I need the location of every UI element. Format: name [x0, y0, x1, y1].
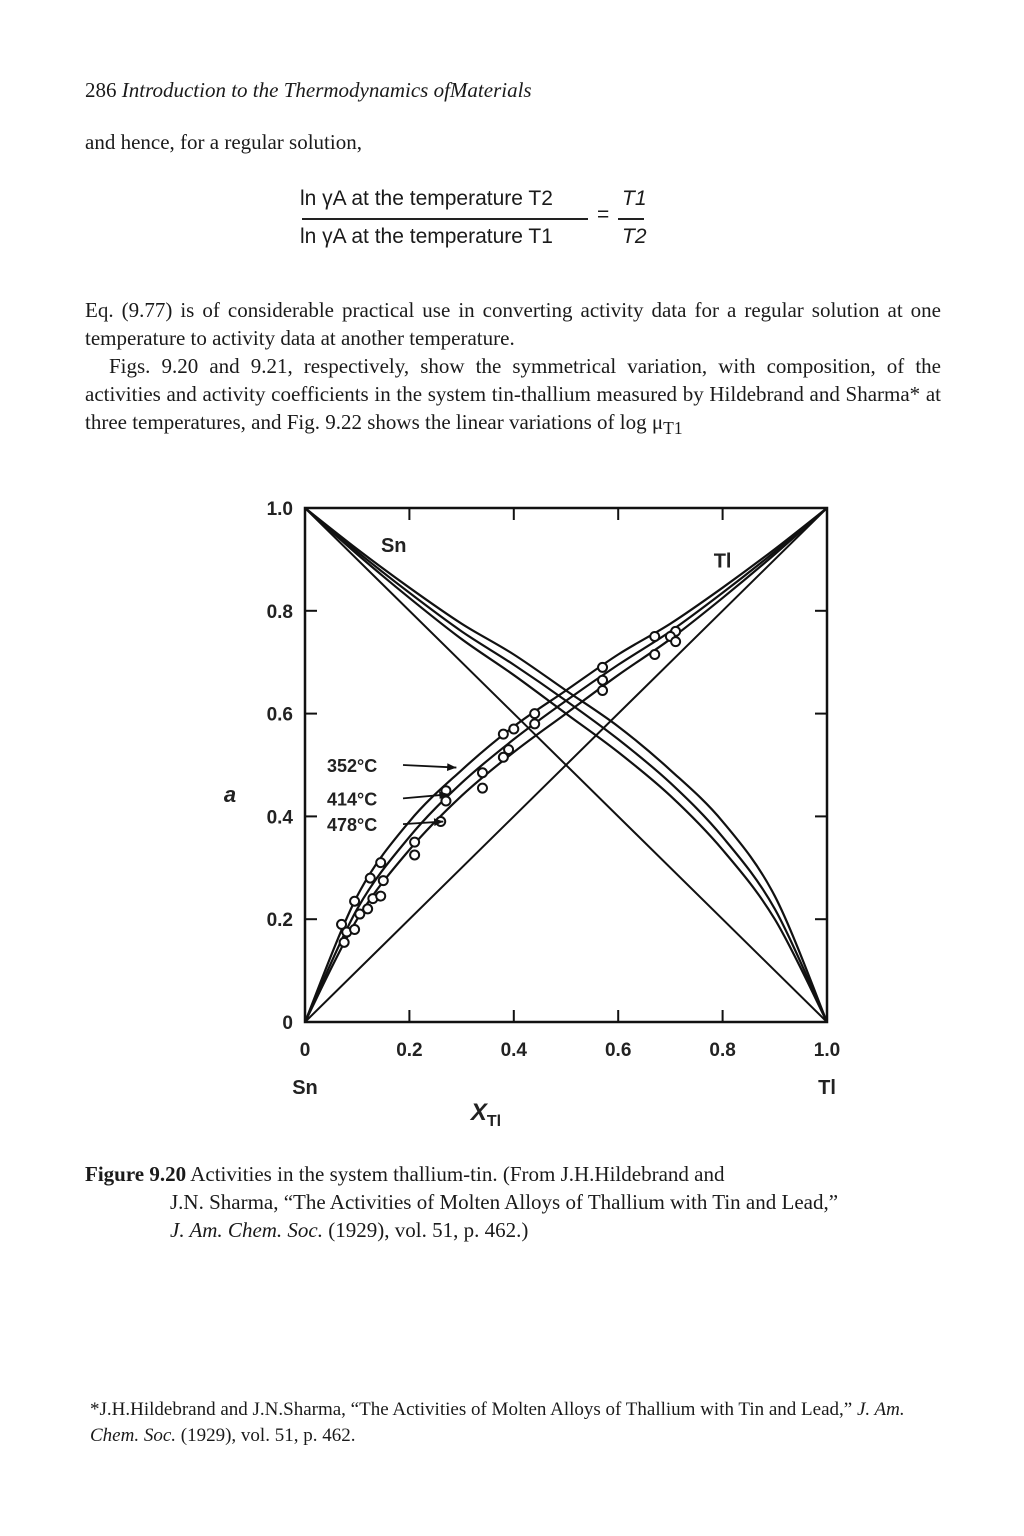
equation-rhs-denominator: T2 — [622, 225, 647, 248]
data-point — [671, 637, 680, 646]
footnote-text: (1929), vol. 51, p. 462. — [180, 1425, 356, 1446]
curve-label-sn: Sn — [380, 534, 407, 557]
y-tick-label: 0.2 — [266, 910, 293, 932]
equation — [300, 183, 660, 263]
x-tick-label: 0.4 — [500, 1040, 528, 1061]
data-point — [530, 719, 539, 728]
data-point — [366, 874, 375, 883]
book-title: Introduction to the Thermodynamics ofMaterials — [121, 78, 532, 102]
caption-text: J.N. Sharma, “The Activities of Molten Alloys of Thallium with Tin and Lead,” — [170, 1190, 839, 1214]
data-point — [598, 686, 607, 695]
temperature-label: 352°C — [327, 756, 378, 776]
y-tick-label: 0.8 — [266, 601, 293, 623]
y-tick-label: 0.6 — [266, 704, 293, 726]
x-tick-label: 0.8 — [709, 1040, 736, 1061]
equation-numerator: ln γA at the temperature T2 — [300, 187, 553, 210]
data-point — [478, 784, 487, 793]
data-point — [410, 838, 419, 847]
x-tick-label: 0 — [299, 1040, 311, 1061]
data-point — [376, 858, 385, 867]
caption-line2 — [85, 1188, 955, 1216]
mu-symbol: μ — [651, 410, 664, 434]
equals-sign: = — [597, 203, 610, 226]
x-end-label-left: Sn — [292, 1077, 318, 1099]
data-point — [478, 768, 487, 777]
x-end-label-right: Tl — [818, 1077, 836, 1099]
x-axis-label: $X_{Tl}$ — [470, 1099, 502, 1130]
data-point — [509, 725, 518, 734]
y-tick-label: 0.4 — [266, 807, 293, 829]
activity-figure — [210, 490, 860, 1130]
page-number: 286 — [85, 78, 117, 102]
y-axis-label: a — [223, 781, 237, 807]
data-point — [499, 730, 508, 739]
equation-denominator: ln γA at the temperature T1 — [300, 225, 553, 248]
caption-label: Figure 9.20 — [85, 1162, 187, 1186]
x-tick-label: 0.6 — [604, 1040, 632, 1061]
temperature-label: 478°C — [327, 815, 378, 836]
temperature-label: 414°C — [327, 789, 378, 810]
data-point — [379, 876, 388, 885]
y-tick-label: 0 — [282, 1013, 293, 1034]
paragraph — [85, 352, 941, 442]
fraction-bar-rhs — [618, 218, 644, 220]
arrowhead — [447, 763, 456, 771]
paragraph-text: Figs. 9.20 and 9.21, respectively, show the symmetrical variation, with composition, of the activities and activity coefficients in the system tin-thallium measured by Hildebrand and Sharma* at three temperatures, and Fig. 9.22 shows the linear variations of log — [85, 354, 941, 434]
caption-line3 — [85, 1216, 955, 1244]
data-point — [598, 676, 607, 685]
figure-caption — [85, 1160, 955, 1244]
data-point — [441, 796, 450, 805]
x-tick-label: 1.0 — [813, 1040, 841, 1061]
data-point — [340, 938, 349, 947]
caption-text: (1929), vol. 51, p. 462.) — [328, 1218, 529, 1242]
data-point — [650, 650, 659, 659]
footnote-text: *J.H.Hildebrand and J.N.Sharma, “The Activities of Molten Alloys of Thallium with Tin and Lead,” — [90, 1399, 853, 1420]
footnote-journal: J. Am. Chem. Soc. — [90, 1399, 905, 1446]
data-point — [598, 663, 607, 672]
x-tick-label: 0.2 — [396, 1040, 423, 1061]
equation-rhs-numerator: T1 — [622, 187, 647, 210]
footnote — [90, 1397, 950, 1449]
caption-text: Activities in the system thallium-tin. (From J.H.Hildebrand and — [190, 1162, 725, 1186]
caption-journal: J. Am. Chem. Soc. — [170, 1218, 323, 1242]
data-point — [363, 904, 372, 913]
data-point — [530, 709, 539, 718]
fraction-bar — [302, 218, 588, 220]
data-point — [376, 892, 385, 901]
intro-line: and hence, for a regular solution, — [85, 130, 362, 154]
mu-subscript: T1 — [663, 418, 683, 439]
y-tick-label: 1.0 — [266, 499, 293, 520]
activity-chart — [210, 490, 860, 1130]
data-point — [650, 632, 659, 641]
data-point — [350, 925, 359, 934]
curve-label-tl: Tl — [713, 550, 732, 573]
body-text — [85, 296, 941, 442]
data-point — [350, 897, 359, 906]
data-point — [410, 850, 419, 859]
data-point — [499, 753, 508, 762]
paragraph: Eq. (9.77) is of considerable practical use in converting activity data for a regular solution at one temperature to activity data at another temperature. — [85, 298, 941, 350]
running-header — [85, 78, 532, 103]
